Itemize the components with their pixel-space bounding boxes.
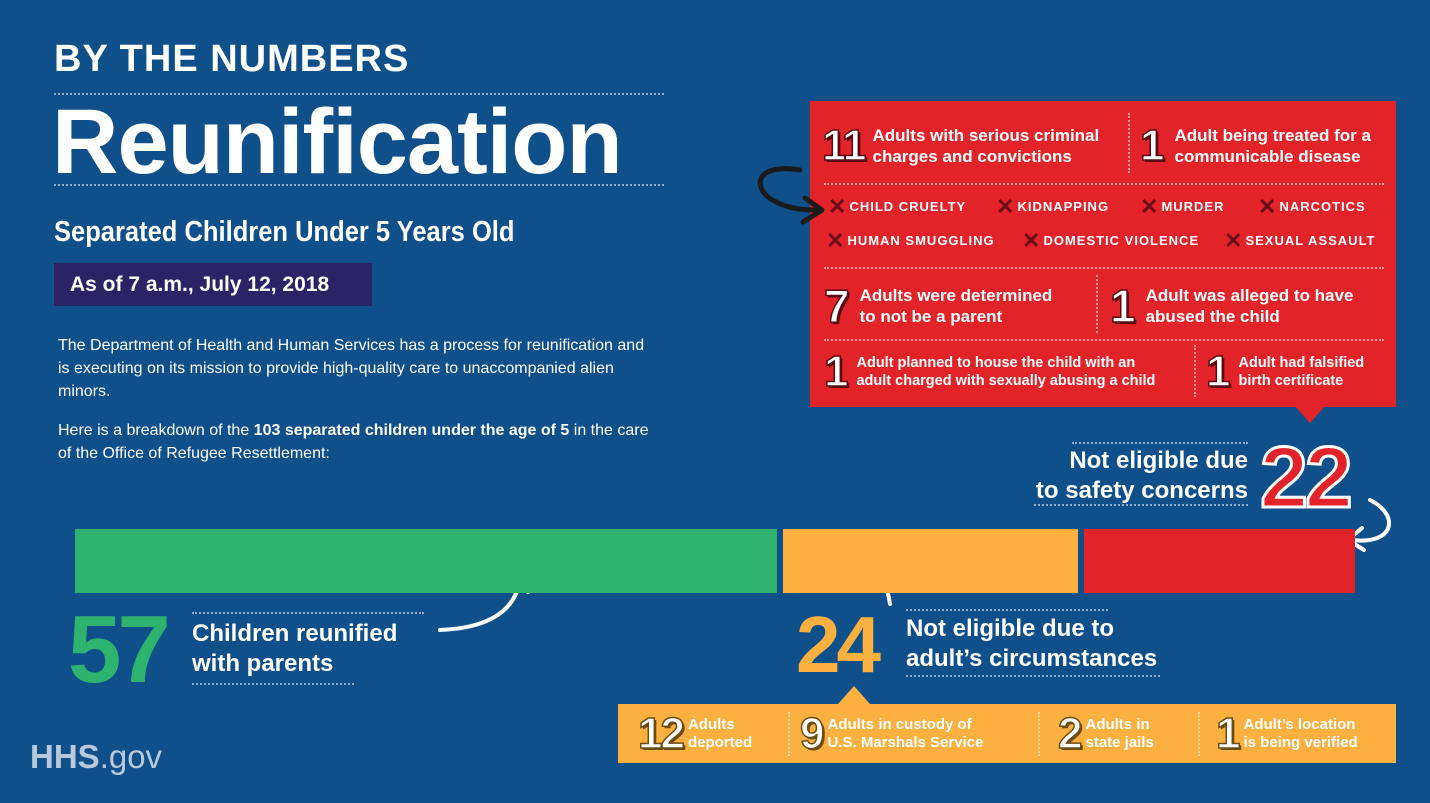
stat-housing-risk: 1 Adult planned to house the child with an adult charged with sexually abusing a child (824, 347, 1156, 396)
stat-location-verified: 1 Adult’s location is being verified (1216, 708, 1358, 758)
x-mark-icon: ✕ (1224, 228, 1244, 253)
bar-segment-1 (75, 529, 777, 593)
crime-tag: ✕ DOMESTIC VIOLENCE (1022, 228, 1200, 253)
stat-alleged-abuse: 1 Adult was alleged to have abused the child (1110, 280, 1354, 332)
curved-arrow-icon (760, 169, 815, 210)
date-badge: As of 7 a.m., July 12, 2018 (54, 263, 372, 306)
safety-label: Not eligible due to safety concerns (1035, 447, 1248, 504)
x-mark-icon: ✕ (1258, 194, 1278, 219)
x-mark-icon: ✕ (826, 228, 846, 253)
bar-segment-3 (1084, 529, 1355, 593)
x-mark-icon: ✕ (828, 194, 848, 219)
crime-tag: ✕ CHILD CRUELTY (828, 194, 967, 219)
stat-not-parent: 7 Adults were determined to not be a parent (824, 280, 1053, 332)
x-mark-icon: ✕ (1140, 194, 1160, 219)
hhs-logo: HHS.gov (30, 738, 163, 775)
reunified-label: Children reunified with parents (192, 620, 398, 677)
x-mark-icon: ✕ (996, 194, 1016, 219)
crime-tag: ✕ NARCOTICS (1258, 194, 1366, 219)
stat-marshals-custody: 9 Adults in custody of U.S. Marshals Service (800, 708, 984, 758)
stat-communicable-disease: 1 Adult being treated for a communicable disease (1140, 121, 1371, 170)
intro-paragraph: The Department of Health and Human Services has a process for reunification and is executing on its mission to provide high-quality care to unaccompanied alien minors. (58, 337, 645, 400)
breakdown-paragraph: Here is a breakdown of the 103 separated children under the age of 5 in the care of the Office of Refugee Resettlement: (58, 422, 649, 462)
x-mark-icon: ✕ (1022, 228, 1042, 253)
bar-segment-2 (783, 529, 1078, 593)
subtitle: Separated Children Under 5 Years Old (54, 216, 515, 248)
orange-pointer (838, 686, 870, 704)
reunified-number: 57 (68, 596, 167, 703)
adult-circumstances-panel (618, 704, 1396, 763)
stat-criminal-charges: 11 Adults with serious criminal charges and convictions (822, 121, 1100, 170)
page-title: Reunification (52, 91, 622, 193)
crime-tag: ✕ SEXUAL ASSAULT (1224, 228, 1376, 253)
kicker: BY THE NUMBERS (54, 38, 410, 80)
adult-circumstances-label: Not eligible due to adult’s circumstances (906, 615, 1158, 672)
adult-circumstances-number: 24 (796, 600, 877, 689)
curved-arrow-icon (1352, 500, 1389, 541)
crime-tag: ✕ HUMAN SMUGGLING (826, 228, 995, 253)
safety-number: 22 (1260, 430, 1350, 526)
crime-tag: ✕ MURDER (1140, 194, 1225, 219)
stat-state-jails: 2 Adults in state jails (1058, 708, 1154, 758)
crime-tag: ✕ KIDNAPPING (996, 194, 1110, 219)
stat-falsified-certificate: 1 Adult had falsified birth certificate (1206, 347, 1365, 396)
stat-deported: 12 Adults deported (638, 708, 753, 758)
